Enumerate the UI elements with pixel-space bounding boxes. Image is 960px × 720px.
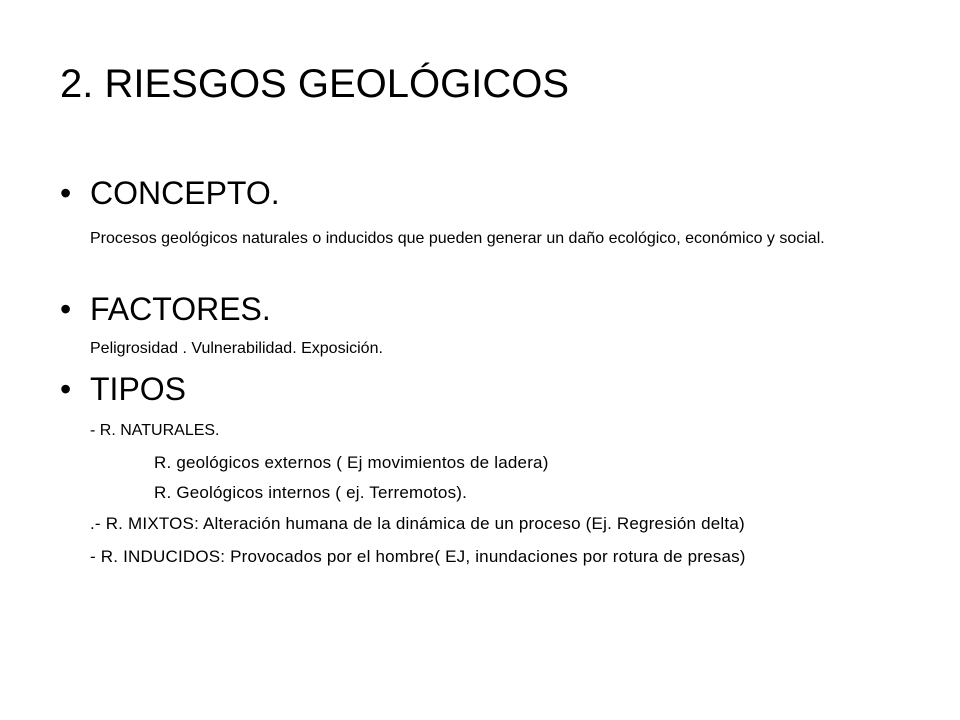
bullet-tipos bbox=[60, 372, 186, 407]
concepto-text: Procesos geológicos naturales o inducidos que pueden generar un daño ecológico, económico y social. bbox=[90, 230, 825, 247]
tipos-line-inducidos: - R. INDUCIDOS: Provocados por el hombre( EJ, inundaciones por rotura de presas) bbox=[90, 547, 746, 566]
slide-title: 2. RIESGOS GEOLÓGICOS bbox=[60, 62, 570, 106]
heading-tipos: TIPOS bbox=[90, 371, 187, 407]
tipos-line-naturales: - R. NATURALES. bbox=[90, 422, 220, 439]
heading-factores: FACTORES. bbox=[90, 291, 271, 327]
factores-text: Peligrosidad . Vulnerabilidad. Exposición. bbox=[90, 340, 383, 357]
tipos-line-mixtos: .- R. MIXTOS: Alteración humana de la dinámica de un proceso (Ej. Regresión delta) bbox=[90, 514, 745, 533]
bullet-factores bbox=[60, 292, 271, 327]
tipos-line-internos: R. Geológicos internos ( ej. Terremotos). bbox=[154, 483, 468, 502]
bullet-dot: • bbox=[60, 371, 72, 407]
bullet-dot: • bbox=[60, 175, 72, 211]
bullet-dot: • bbox=[60, 291, 72, 327]
tipos-line-externos: R. geológicos externos ( Ej movimientos de ladera) bbox=[154, 453, 549, 472]
bullet-concepto bbox=[60, 176, 280, 211]
heading-concepto: CONCEPTO. bbox=[90, 175, 280, 211]
